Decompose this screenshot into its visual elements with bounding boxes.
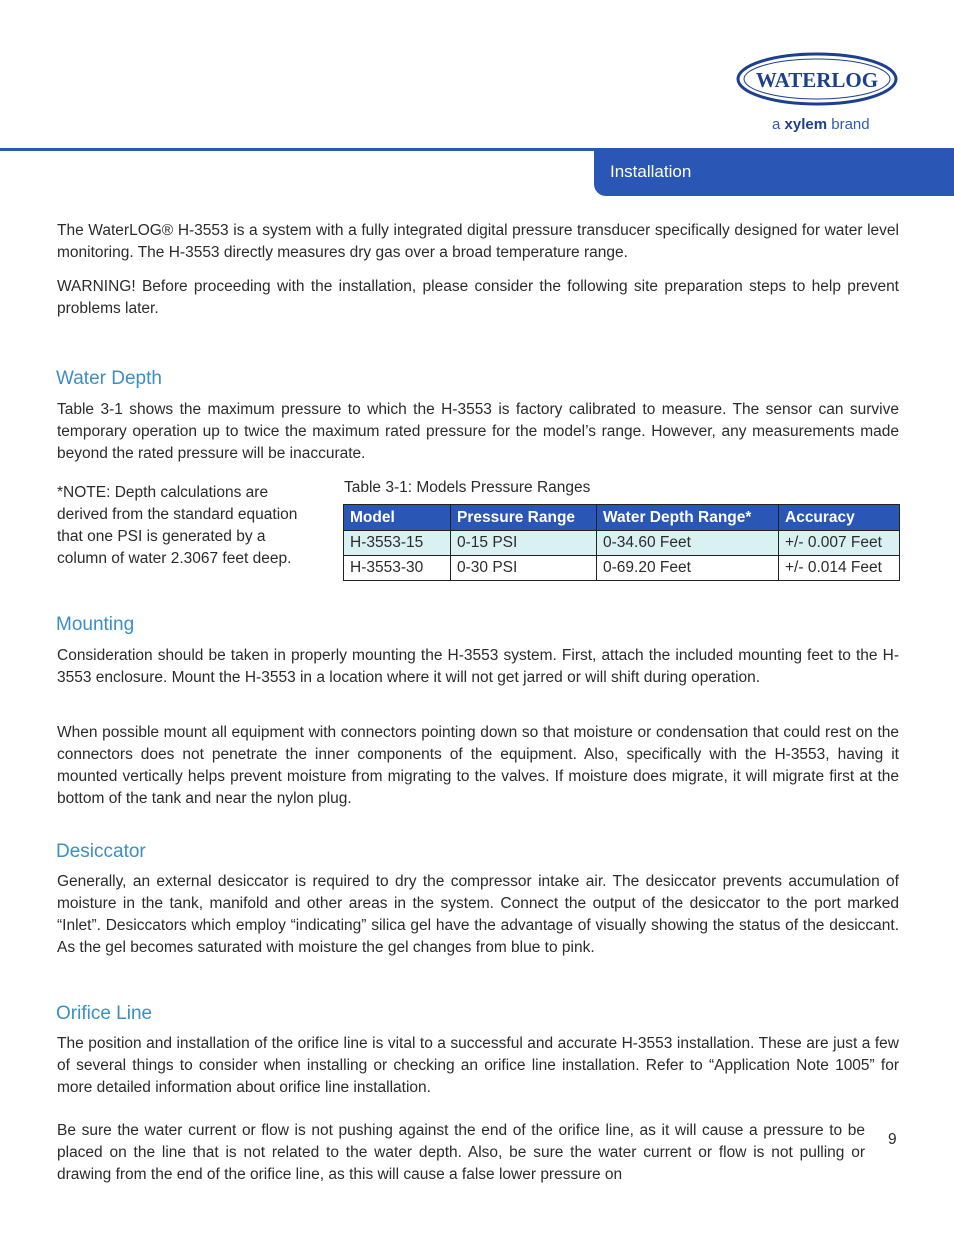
table-cell: +/- 0.014 Feet (779, 556, 900, 581)
warning-paragraph: WARNING! Before proceeding with the installation, please consider the following site preparation steps to help prevent problems later. (57, 278, 899, 317)
table-header-cell: Pressure Range (451, 505, 597, 531)
mounting-heading: Mounting (56, 614, 135, 635)
table-cell: 0-30 PSI (451, 556, 597, 581)
table-cell: +/- 0.007 Feet (779, 531, 900, 556)
logo-text: WATERLOG (755, 68, 879, 92)
water-depth-heading: Water Depth (56, 368, 162, 389)
desiccator-paragraph: Generally, an external desiccator is required to dry the compressor intake air. The desiccator prevents accumulation of moisture in the tank, manifold and other areas in the system. Connect the output of the desiccator to the port marked “Inlet”. Desiccators which employ “indicating” silica gel have the advantage of visually showing the status of the desiccant. As the gel becomes saturated with moisture the gel changes from blue to pink. (57, 873, 899, 956)
table-header-row (344, 505, 900, 531)
depth-note: *NOTE: Depth calculations are derived from the standard equation that one PSI is generated by a column of water 2.3067 feet deep. (57, 484, 298, 567)
table-cell: 0-69.20 Feet (597, 556, 779, 581)
mounting-paragraph-1: Consideration should be taken in properly mounting the H-3553 system. First, attach the included mounting feet to the H-3553 enclosure. Mount the H-3553 in a location where it will not get jarred or will shift during operation. (57, 647, 899, 686)
table-row (344, 531, 900, 556)
table-header-cell: Water Depth Range* (597, 505, 779, 531)
intro-paragraph: The WaterLOG® H-3553 is a system with a fully integrated digital pressure transducer specifically designed for water level monitoring. The H-3553 directly measures dry gas over a broad temperature range. (57, 222, 899, 261)
mounting-paragraph-2: When possible mount all equipment with connectors pointing down so that moisture or condensation that could rest on the connectors does not penetrate the inner components of the equipment. Also, specifically with the H-3553, having it mounted vertically helps prevent moisture from migrating to the valves. If moisture does migrate, it will migrate first at the bottom of the tank and near the nylon plug. (57, 724, 899, 807)
header-rule (0, 148, 600, 151)
orifice-paragraph-1: The position and installation of the orifice line is vital to a successful and accurate H-3553 installation. These are just a few of several things to consider when installing or checking an orifice line installation. Refer to “Application Note 1005” for more detailed information about orifice line installation. (57, 1035, 899, 1096)
table-cell: H-3553-15 (344, 531, 451, 556)
table-header-cell: Accuracy (779, 505, 900, 531)
table-cell: 0-15 PSI (451, 531, 597, 556)
table-cell: 0-34.60 Feet (597, 531, 779, 556)
table-row (344, 556, 900, 581)
section-tab: Installation (594, 148, 954, 196)
table-header-cell: Model (344, 505, 451, 531)
table-caption: Table 3-1: Models Pressure Ranges (344, 479, 591, 496)
orifice-paragraph-2: Be sure the water current or flow is not pushing against the end of the orifice line, as it will cause a pressure to be placed on the line that is not related to the water depth. Also, be sure the water current or flow is not pulling or drawing from the end of the orifice line, as this will cause a false lower pressure on (57, 1122, 865, 1183)
table-cell: H-3553-30 (344, 556, 451, 581)
water-depth-paragraph: Table 3-1 shows the maximum pressure to which the H-3553 is factory calibrated to measure. The sensor can survive temporary operation up to twice the maximum rated pressure for the model’s range. However, any measurements made beyond the rated pressure will be inaccurate. (57, 401, 899, 462)
waterlog-logo (736, 52, 898, 106)
desiccator-heading: Desiccator (56, 841, 146, 862)
orifice-line-heading: Orifice Line (56, 1003, 153, 1024)
brand-tagline: a xylem brand (772, 116, 870, 133)
pressure-ranges-table (343, 504, 900, 581)
page-number: 9 (888, 1131, 897, 1148)
